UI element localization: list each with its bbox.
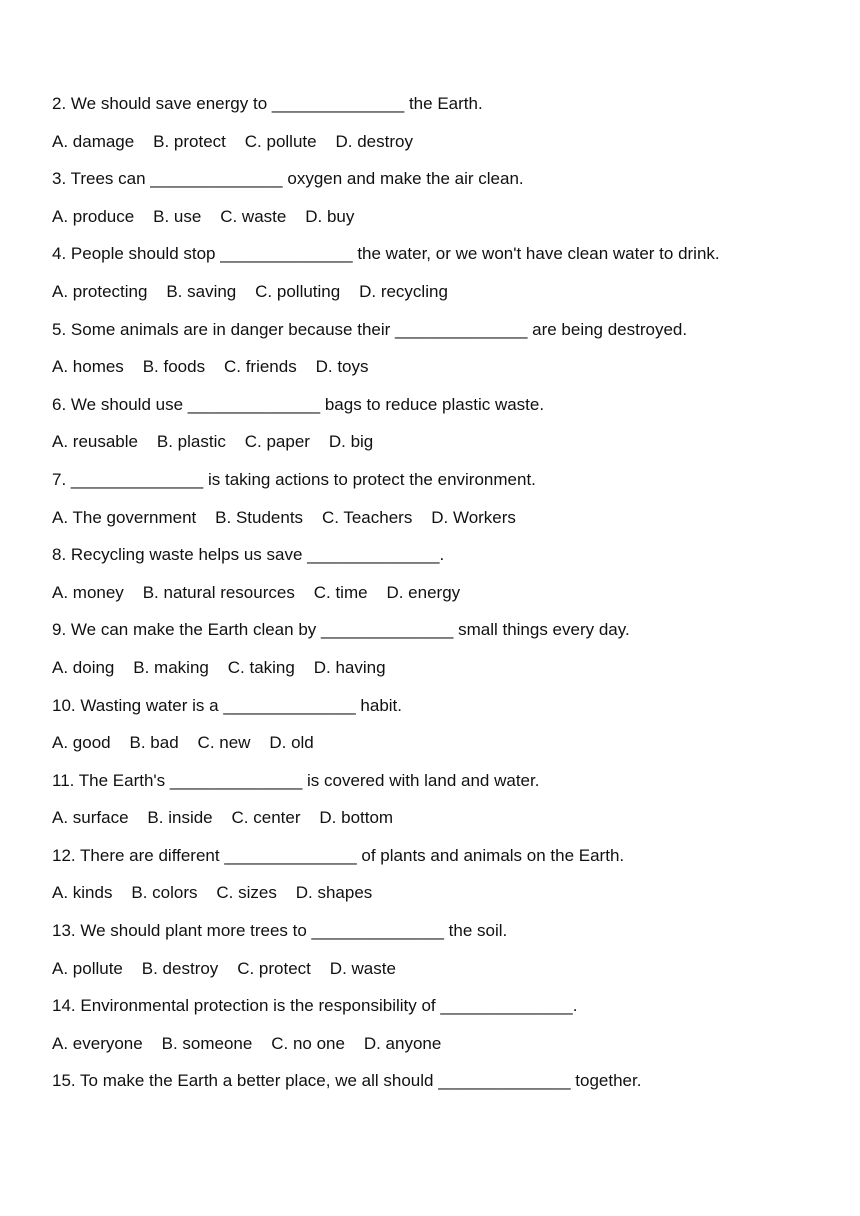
question-stem-8: 8. Recycling waste helps us save ______________. — [52, 545, 445, 565]
question-stem-4: 4. People should stop ______________ the water, or we won't have clean water to drink. — [52, 244, 720, 264]
question-options-14: A. everyone B. someone C. no one D. anyone — [52, 1033, 442, 1053]
question-options-11: A. surface B. inside C. center D. bottom — [52, 808, 394, 828]
question-options-2: A. damage B. protect C. pollute D. destroy — [52, 131, 413, 151]
question-options-9: A. doing B. making C. taking D. having — [52, 657, 386, 677]
question-stem-13: 13. We should plant more trees to ______________ the soil. — [52, 921, 508, 941]
question-options-8: A. money B. natural resources C. time D. energy — [52, 582, 461, 602]
question-options-3: A. produce B. use C. waste D. buy — [52, 206, 355, 226]
question-stem-14: 14. Environmental protection is the responsibility of ______________. — [52, 996, 578, 1016]
question-stem-10: 10. Wasting water is a ______________ habit. — [52, 695, 403, 715]
question-stem-15: 15. To make the Earth a better place, we all should ______________ together. — [52, 1071, 642, 1091]
question-options-6: A. reusable B. plastic C. paper D. big — [52, 432, 374, 452]
question-stem-2: 2. We should save energy to ______________ the Earth. — [52, 94, 483, 113]
worksheet — [52, 87, 832, 1102]
question-stem-6: 6. We should use ______________ bags to reduce plastic waste. — [52, 394, 545, 414]
question-stem-3: 3. Trees can ______________ oxygen and make the air clean. — [52, 169, 524, 189]
question-options-7: A. The government B. Students C. Teachers D. Workers — [52, 507, 516, 527]
question-stem-11: 11. The Earth's ______________ is covered with land and water. — [52, 770, 540, 790]
question-options-13: A. pollute B. destroy C. protect D. waste — [52, 958, 396, 978]
question-stem-9: 9. We can make the Earth clean by ______________ small things every day. — [52, 620, 630, 640]
question-stem-12: 12. There are different ______________ of plants and animals on the Earth. — [52, 845, 625, 865]
question-options-4: A. protecting B. saving C. polluting D. recycling — [52, 281, 448, 301]
question-options-5: A. homes B. foods C. friends D. toys — [52, 357, 369, 377]
question-options-12: A. kinds B. colors C. sizes D. shapes — [52, 883, 373, 903]
question-stem-5: 5. Some animals are in danger because their ______________ are being destroyed. — [52, 319, 688, 339]
question-stem-7: 7. ______________ is taking actions to protect the environment. — [52, 469, 536, 489]
question-options-10: A. good B. bad C. new D. old — [52, 733, 314, 753]
